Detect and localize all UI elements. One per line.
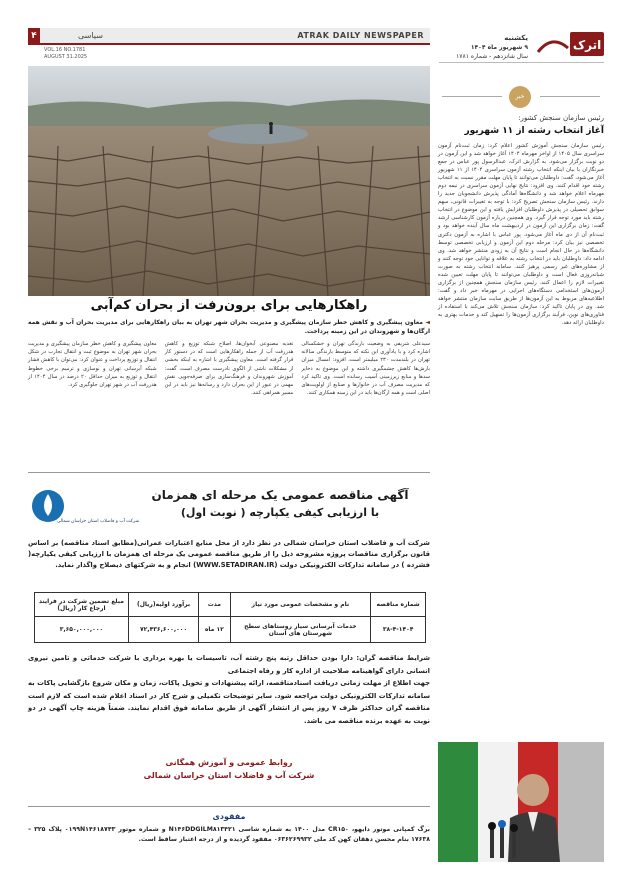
news-kicker: رئیس سازمان سنجش کشور: (518, 114, 604, 122)
table-cell: ۳,۶۵۰,۰۰۰,۰۰۰ (35, 617, 129, 643)
table-header: نام و مشخصات عمومی مورد نیاز (230, 593, 371, 617)
table-row (35, 617, 426, 643)
table-cell: ۷۲,۴۳۶,۶۰۰,۰۰۰ (128, 617, 198, 643)
newspaper-name: ATRAK DAILY NEWSPAPER (297, 31, 424, 40)
lead-marker-icon: ◄ (423, 319, 430, 326)
table-header: شماره مناقصه (371, 593, 426, 617)
table-cell: خدمات آبرسانی سیار روستاهای سطح شهرستان های استان (230, 617, 371, 643)
page-number: ۴ (28, 28, 40, 45)
news-body: رئیس سازمان سنجش آموزش کشور اعلام کرد: زمان ثبت‌نام آزمون سراسری سال ۱۴۰۵ از اواخر مهرماه ۱۴۰۴ آغاز خواهد شد و این آزمون در دو نوبت برگزار می‌شود. به گزارش اترک، عبدالرسول پور عباس در جمع خبرنگاران با بیان اینکه انتخاب رشته آزمون سراسری ۱۴۰۴ از ۱۱ شهریور آغاز می‌شود، گفت: داوطلبان می‌توانند تا پایان مهلت مقرر نسبت به انتخاب رشته خود اقدام کنند. وی افزود: نتایج نهایی آزمون سراسری در نیمه دوم مهرماه اعلام خواهد شد و دانشگاه‌ها آمادگی پذیرش دانشجویان جدید را دارند. رئیس سازمان سنجش تصریح کرد: با توجه به تغییرات قانونی، سهم سوابق تحصیلی در پذیرش داوطلبان افزایش یافته و این موضوع در انتخاب رشته باید مورد توجه قرار گیرد. وی همچنین درباره آزمون کارشناسی ارشد گفت: زمان برگزاری این آزمون در اردیبهشت ماه سال آینده خواهد بود و ثبت‌نام آن از دی ماه آغاز می‌شود. پور عباس با اشاره به آزمون دکتری تخصصی نیز بیان کرد: مرحله دوم این آزمون و ارزیابی تخصصی توسط دانشگاه‌ها در حال انجام است و نتایج آن به زودی منتشر خواهد شد. وی ادامه داد: داوطلبان باید در انتخاب رشته به علاقه و توانایی خود توجه کنند و از مشاوره‌های غیر رسمی پرهیز کنند. سامانه انتخاب رشته به صورت شبانه‌روزی فعال است و داوطلبان می‌توانند تا پایان مهلت تعیین شده تغییرات لازم را اعمال کنند. رئیس سازمان سنجش همچنین از برگزاری آزمون‌های استخدامی دستگاه‌های اجرایی در مهرماه خبر داد و گفت: اطلاعیه‌های مربوط به این آزمون‌ها از طریق سایت سازمان منتشر خواهد شد. وی در پایان تاکید کرد: سازمان سنجش تلاش می‌کند با استفاده از فناوری‌های نوین، فرآیند برگزاری آزمون‌ها را تسهیل کند و خدمات بهتری به داوطلبان ارائه دهد. (438, 143, 605, 327)
story-column: سیدعلی شریفی به وضعیت بارندگی تهران و خشکسالی اشاره کرد و با یادآوری این نکته که متوسط بارندگی سالانه تهران در بلندمدت ۲۳۰ میلیمتر است، افزود: امسال میزان بارش‌ها کاهش چشمگیری داشته و این موضوع به ذخایر سدها و منابع زیرزمینی آسیب رسانده است. وی تاکید کرد که مدیریت مصرف آب در خانوارها و صنایع از اولویت‌های اصلی است و همه ارگان‌ها باید در این زمینه همکاری کنند. (301, 341, 430, 397)
divider (28, 472, 430, 473)
page-header (28, 28, 604, 68)
issue-date-block: یکشنبه ۹ شهریور ماه ۱۴۰۴ سال شانزدهم - شماره ۱۷۸۱ (456, 34, 528, 60)
lost-notice-title: مفقودی (212, 812, 246, 821)
tender-conditions: شرایط مناقصه گران: دارا بودن حداقل رتبه پنج رشته آب، تاسیسات یا بهره برداری با شرکت خدماتی و تامین نیروی انسانی دارای گواهینامه صلاحیت از اداره کار و رفاه اجتماعی جهت اطلاع از مهلت زمانی دریافت اسنادمناقصه، ارائه پیشنهادات و تحویل پاکات، زمان و مکان شروع بازگشایی پاکات به سامانه تدارکات الکترونیکی دولت مراجعه شود. سایر توضیحات تکمیلی و شرح کار در اسناد اعلام شده است که لازم است مناقصه گران حداکثر ظرف ۷ روز پس از انتشار آگهی از طریق سامانه فوق اقدام نمایند. ضمناً هزینه چاپ آگهی در دو نوبت به عهده برنده مناقصه می باشد. (28, 654, 430, 725)
news-title: آغاز انتخاب رشته از ۱۱ شهریور (464, 126, 604, 136)
right-news-column (438, 72, 604, 862)
main-lead: ◄ معاون پیشگیری و کاهش خطر سازمان پیشگیری و مدیریت بحران شهر تهران به بیان راهکارهایی برای مدیریت بحران آب و نقش همه ارگان‌ها و شهروندان در این زمینه پرداخت. (28, 319, 430, 335)
svg-text:اترک: اترک (572, 38, 602, 52)
tender-advertisement (28, 484, 430, 809)
table-cell: ۱۲ ماه (199, 617, 230, 643)
section-badge (438, 86, 604, 108)
tender-title: آگهی مناقصه عمومی یک مرحله ای همزمان (151, 488, 409, 502)
tender-subtitle: با ارزیابی کیفی یکپارچه ( نوبت اول) (180, 506, 380, 519)
section-ribbon (28, 28, 430, 45)
header-rule (439, 62, 604, 63)
tender-table (34, 592, 426, 643)
divider (28, 806, 430, 807)
main-headline: راهکارهایی برای برون‌رفت از بحران کم‌آبی (90, 298, 368, 313)
lost-notice (28, 812, 430, 862)
table-header: برآورد اولیه(ریال) (128, 593, 198, 617)
water-company-logo (28, 484, 140, 526)
volume-info: VOL.16 NO.1781 AUGUST 31.2025 (44, 47, 88, 60)
svg-text:شرکت آب و فاضلاب استان خراسان: شرکت آب و فاضلاب استان خراسان شمالی (56, 519, 140, 524)
story-column: تغذیه مصنوعی آبخوان‌ها، اصلاح شبکه توزیع و کاهش هدررفت آب از جمله راهکارهایی است که در دستور کار قرار گرفته است. معاون پیشگیری با اشاره به اینکه بخشی از مشکلات ناشی از الگوی نادرست مصرف است، گفت: آموزش شهروندان و فرهنگ‌سازی برای صرفه‌جویی نقش مهمی در عبور از این بحران دارد و رسانه‌ها نیز باید در این مسیر همراهی کنند. (164, 341, 294, 397)
lost-notice-body: برگ کمپانی موتور دایهو، CR۱۵۰ مدل ۱۴۰۰ به شماره شاسی N۱۴۶DDGILM۸۱۳۴۲۱ و شماره موتور ۰۱۹۹N۱۴۶۱۸۷۴۳ پلاک ۳۲۵ – ۱۷۶۳۸ بنام محسن دهقان کهن کد ملی ۰۶۳۶۲۶۹۹۳۲ مفقود گردیده و از درجه اعتبار ساقط است. (28, 826, 430, 843)
tender-body: شرکت آب و فاضلاب استان خراسان شمالی در نظر دارد از محل منابع اعتبارات عمرانی(مطابق اسناد مناقصه) بر اساس قانون برگزاری مناقصات پروژه مشروحه ذیل را از طریق مناقصه عمومی یک مرحله ای همزمان با ارزیابی کیفی یکپارچه( فشرده ) در سامانه تدارکات الکترونیکی دولت (WWW.SETADIRAN.IR) انجام و به شرکتهای ذیصلاح واگذار نماید. (28, 539, 430, 569)
main-story-columns (28, 340, 430, 470)
table-header: مدت (199, 593, 230, 617)
table-cell: ۳۸-۴-۱۴۰۴ (371, 617, 426, 643)
story-column: معاون پیشگیری و کاهش خطر سازمان پیشگیری و مدیریت بحران شهر تهران به موضوع ثبت و انتقال تجارب در شکل انتقال و توزیع پرداخت و عنوان کرد: می‌توان با کاهش فشار شبکه آبرسانی تهران و نوسازی و ترمیم برخی خطوط انتقال و توزیع به میزان حداقل ۲۰ درصد در سال ۱۴۰۴ از هدررفت آب در شهر تهران جلوگیری کرد. (27, 341, 157, 389)
tender-signature: روابط عمومی و آموزش همگانی شرکت آب و فاضلاب استان خراسان شمالی (143, 758, 315, 780)
news-badge-icon: خبر (509, 86, 531, 108)
table-header: مبلغ تضمین شرکت در فرایند ارجاع کار (ریال) (35, 593, 129, 617)
official-photo (438, 742, 604, 862)
section-label: سیاسی (78, 31, 103, 40)
drought-photo (28, 66, 430, 296)
newspaper-logo (534, 30, 604, 60)
